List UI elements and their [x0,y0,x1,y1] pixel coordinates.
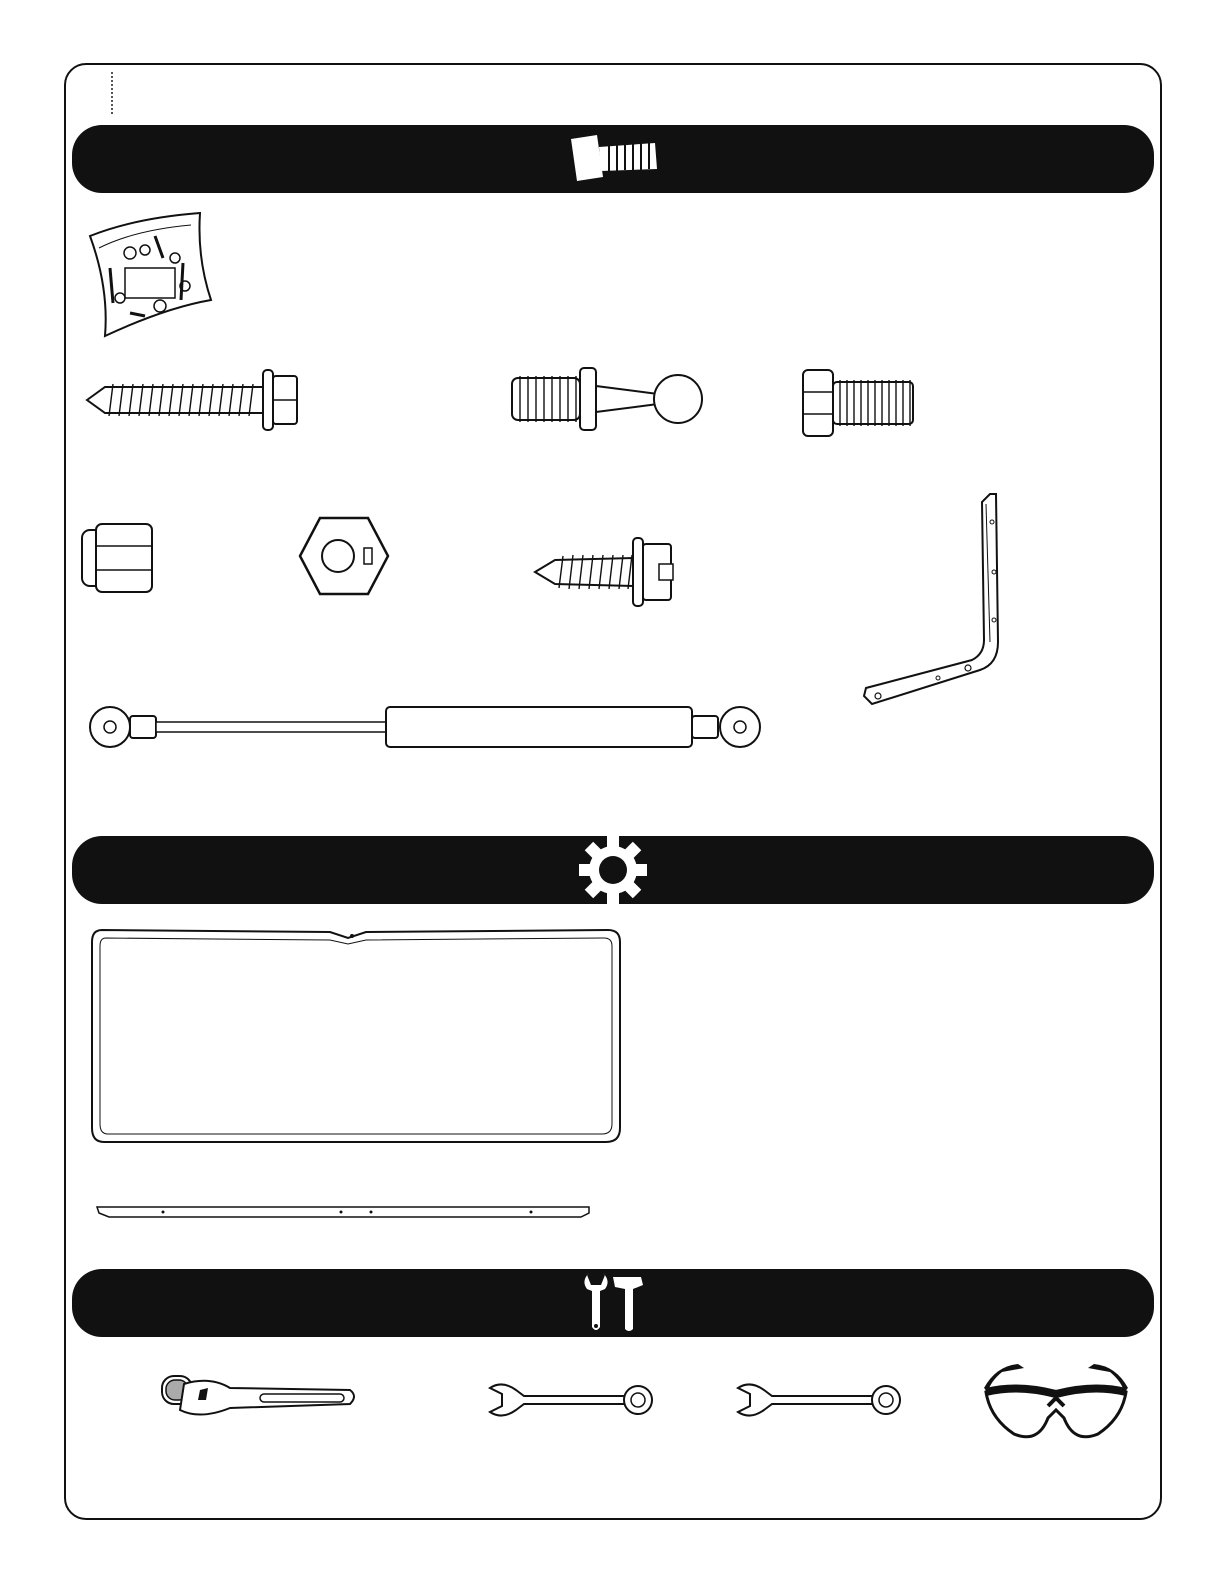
ratchet-icon [160,1370,360,1430]
safety-glasses-icon [978,1358,1134,1448]
slotted-hex-screw [533,534,683,610]
wrench-icon [736,1382,902,1418]
parts-section-header [72,836,1154,904]
tools-section-header [72,1269,1154,1337]
wrench-hammer-icon [581,1271,645,1335]
door-panel [90,928,630,1148]
gas-spring [88,702,768,752]
hardware-section-header [72,125,1154,193]
bolt-icon [567,133,659,185]
gear-icon [577,834,649,906]
hinge-bracket [858,492,1008,712]
wrench-icon [488,1382,654,1418]
hardware-bag [85,208,215,340]
dotted-margin-line [111,72,113,114]
hex-washer-head-screw [85,367,305,433]
hex-nut [298,516,390,596]
ball-stud [510,366,710,432]
nylon-lock-nut [80,522,156,594]
hex-bolt [800,368,920,438]
trim-strip [95,1205,595,1223]
